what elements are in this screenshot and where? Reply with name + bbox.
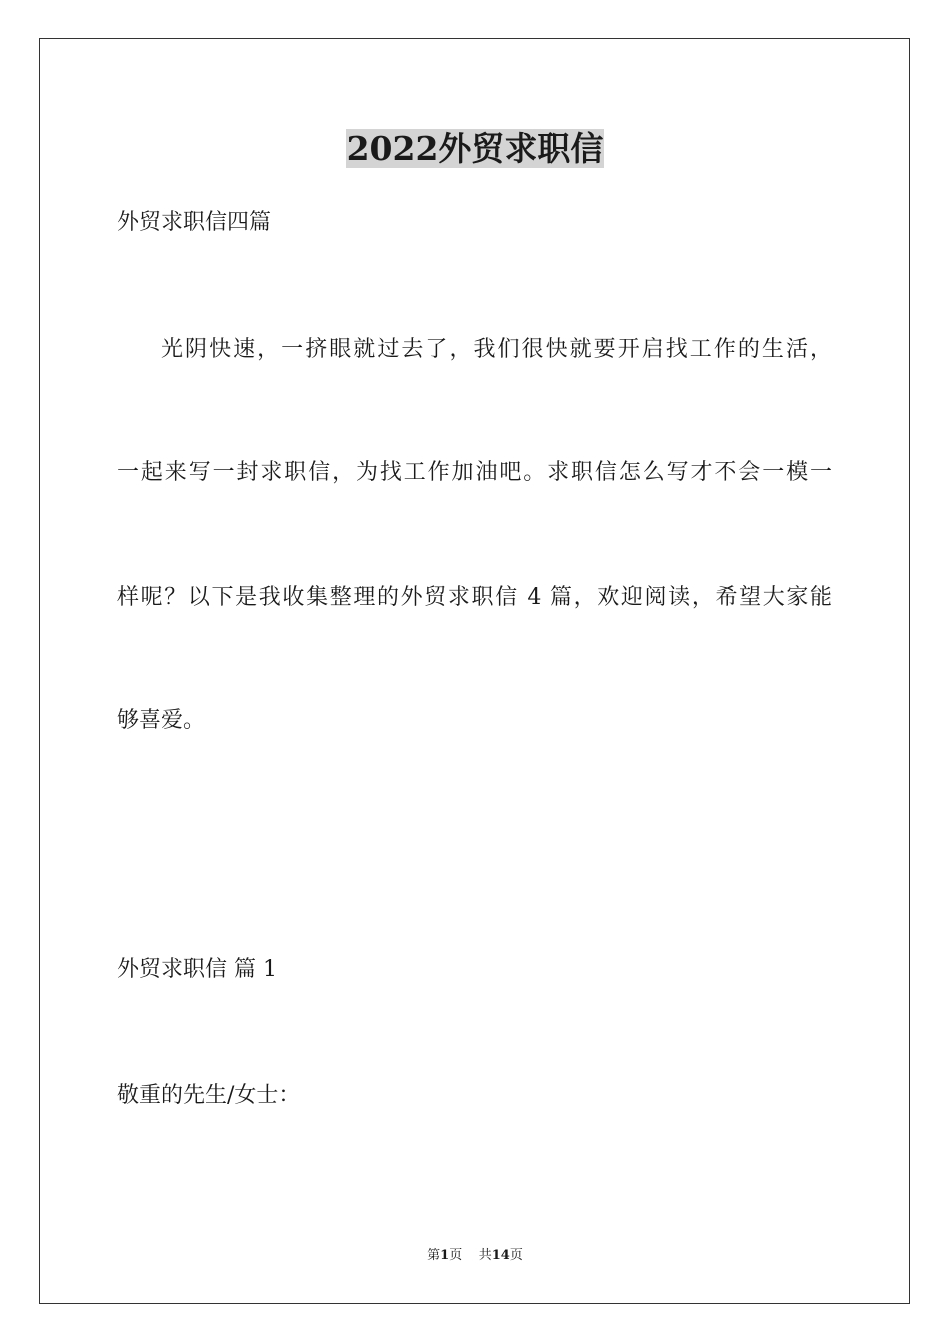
- salutation: 敬重的先生/女士：: [117, 1083, 301, 1108]
- document-title: [0, 127, 950, 171]
- intro-line-1: 光阴快速，一挤眼就过去了，我们很快就要开启找工作的生活，: [161, 337, 832, 362]
- footer-total-pages: 14: [491, 1248, 510, 1263]
- footer-page-suffix: 页: [509, 1248, 523, 1263]
- footer-page-prefix: 第: [427, 1248, 441, 1263]
- document-title-text: 2022外贸求职信: [346, 129, 604, 168]
- document-subtitle: 外贸求职信四篇: [117, 210, 272, 235]
- footer-page-middle: 页 共: [449, 1248, 492, 1263]
- intro-line-3: 样呢？以下是我收集整理的外贸求职信 4 篇，欢迎阅读，希望大家能: [117, 585, 832, 610]
- footer-page-number: 1: [440, 1248, 450, 1263]
- section-heading: 外贸求职信 篇 1: [117, 957, 277, 982]
- intro-line-4: 够喜爱。: [117, 708, 206, 733]
- intro-line-2: 一起来写一封求职信，为找工作加油吧。求职信怎么写才不会一模一: [117, 460, 832, 485]
- page-footer: [0, 1247, 950, 1265]
